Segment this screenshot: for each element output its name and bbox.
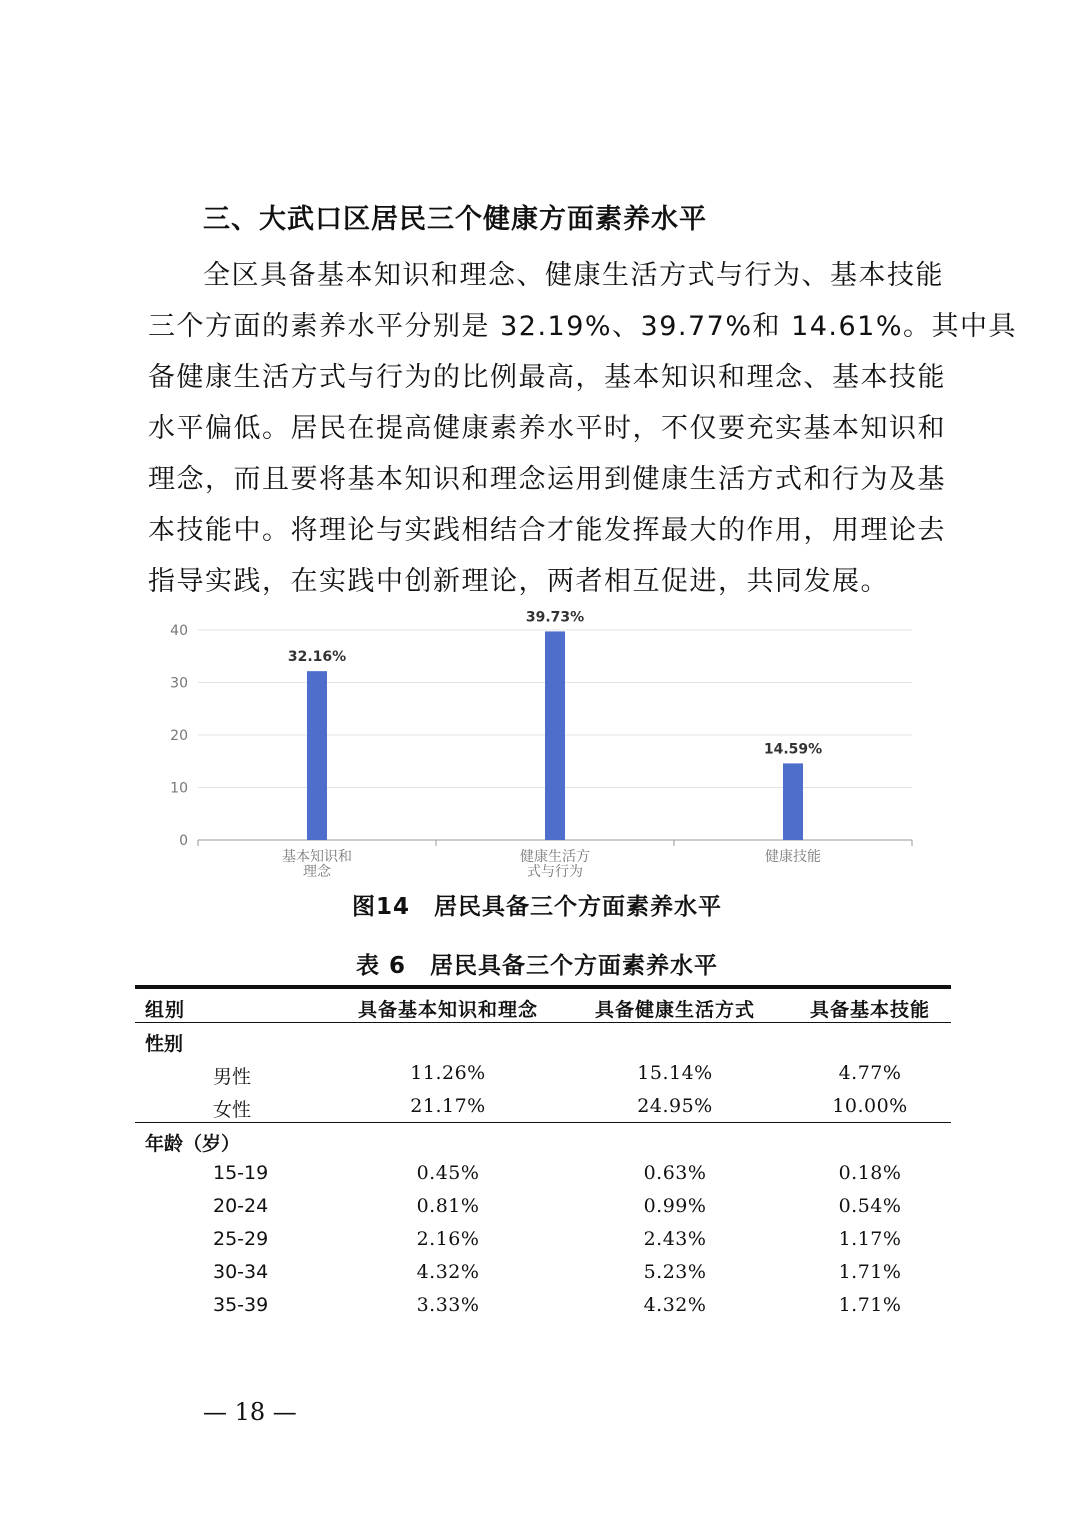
table-row [135, 1156, 951, 1189]
header-group: 组别 [145, 999, 186, 1021]
row-label: 20-24 [213, 1195, 269, 1217]
figure-caption: 图14 居民具备三个方面素养水平 [351, 894, 722, 920]
paragraph-line: 水平偏低。居民在提高健康素养水平时，不仅要充实基本知识和 [148, 413, 946, 444]
cell-lifestyle: 2.43% [643, 1228, 707, 1250]
section-heading: 三、大武口区居民三个健康方面素养水平 [203, 204, 707, 235]
table-row [135, 1222, 951, 1255]
table-row [135, 1089, 951, 1122]
cell-knowledge: 11.26% [410, 1062, 486, 1084]
x-category-label: 基本知识和 [282, 849, 352, 865]
y-tick-label: 40 [170, 623, 188, 639]
row-label: 15-19 [213, 1162, 269, 1184]
cell-skills: 1.17% [838, 1228, 902, 1250]
bar-chart [150, 600, 930, 885]
paragraph-line: 指导实践，在实践中创新理论，两者相互促进，共同发展。 [148, 566, 889, 597]
bar [783, 763, 803, 840]
data-label: 14.59% [763, 741, 823, 758]
page-number: — 18 — [203, 1398, 297, 1426]
group-row-gender [135, 1023, 951, 1056]
cell-skills: 1.71% [838, 1294, 902, 1316]
x-category-label: 式与行为 [527, 864, 583, 880]
cell-skills: 4.77% [838, 1062, 902, 1084]
data-label: 32.16% [287, 649, 347, 666]
group-label: 性别 [145, 1033, 184, 1055]
cell-knowledge: 3.33% [416, 1294, 480, 1316]
bar [545, 631, 565, 840]
cell-lifestyle: 5.23% [643, 1261, 707, 1283]
header-lifestyle: 具备健康生活方式 [594, 999, 755, 1021]
x-category-label: 理念 [303, 864, 331, 880]
cell-skills: 1.71% [838, 1261, 902, 1283]
table-row [135, 1288, 951, 1321]
table-caption: 表 6 居民具备三个方面素养水平 [355, 953, 718, 979]
row-label: 男性 [213, 1066, 252, 1088]
row-label: 女性 [213, 1099, 252, 1121]
table-row [135, 1255, 951, 1288]
table-row [135, 1056, 951, 1089]
y-tick-label: 0 [179, 833, 188, 849]
row-label: 25-29 [213, 1228, 269, 1250]
cell-lifestyle: 15.14% [637, 1062, 713, 1084]
group-row-age [135, 1123, 951, 1156]
paragraph-line: 备健康生活方式与行为的比例最高，基本知识和理念、基本技能 [148, 362, 946, 393]
paragraph-line: 本技能中。将理论与实践相结合才能发挥最大的作用，用理论去 [148, 515, 946, 546]
cell-knowledge: 0.45% [416, 1162, 480, 1184]
paragraph-line: 三个方面的素养水平分别是 32.19%、39.77%和 14.61%。其中具 [148, 311, 1018, 342]
cell-knowledge: 21.17% [410, 1095, 486, 1117]
section-paragraph [148, 250, 1018, 607]
cell-lifestyle: 4.32% [643, 1294, 707, 1316]
paragraph-line: 理念，而且要将基本知识和理念运用到健康生活方式和行为及基 [148, 464, 946, 495]
cell-knowledge: 0.81% [416, 1195, 480, 1217]
paragraph-line: 全区具备基本知识和理念、健康生活方式与行为、基本技能 [203, 260, 944, 291]
row-label: 35-39 [213, 1294, 269, 1316]
header-knowledge: 具备基本知识和理念 [357, 999, 538, 1021]
table-row [135, 1189, 951, 1222]
cell-skills: 0.54% [838, 1195, 902, 1217]
row-label: 30-34 [213, 1261, 269, 1283]
x-category-label: 健康生活方 [520, 849, 590, 865]
cell-lifestyle: 0.63% [643, 1162, 707, 1184]
y-tick-label: 20 [170, 728, 188, 744]
cell-skills: 0.18% [838, 1162, 902, 1184]
y-tick-label: 10 [170, 780, 188, 797]
y-tick-label: 30 [170, 675, 188, 692]
group-label: 年龄（岁） [145, 1133, 241, 1155]
header-skills: 具备基本技能 [809, 999, 930, 1021]
bar [307, 671, 327, 840]
cell-lifestyle: 24.95% [637, 1095, 713, 1117]
cell-knowledge: 4.32% [416, 1261, 480, 1283]
x-category-label: 健康技能 [765, 849, 821, 865]
data-table [135, 985, 951, 1321]
data-label: 39.73% [525, 609, 585, 626]
cell-knowledge: 2.16% [416, 1228, 480, 1250]
cell-skills: 10.00% [832, 1095, 908, 1117]
cell-lifestyle: 0.99% [643, 1195, 707, 1217]
table-header-row [135, 989, 951, 1022]
